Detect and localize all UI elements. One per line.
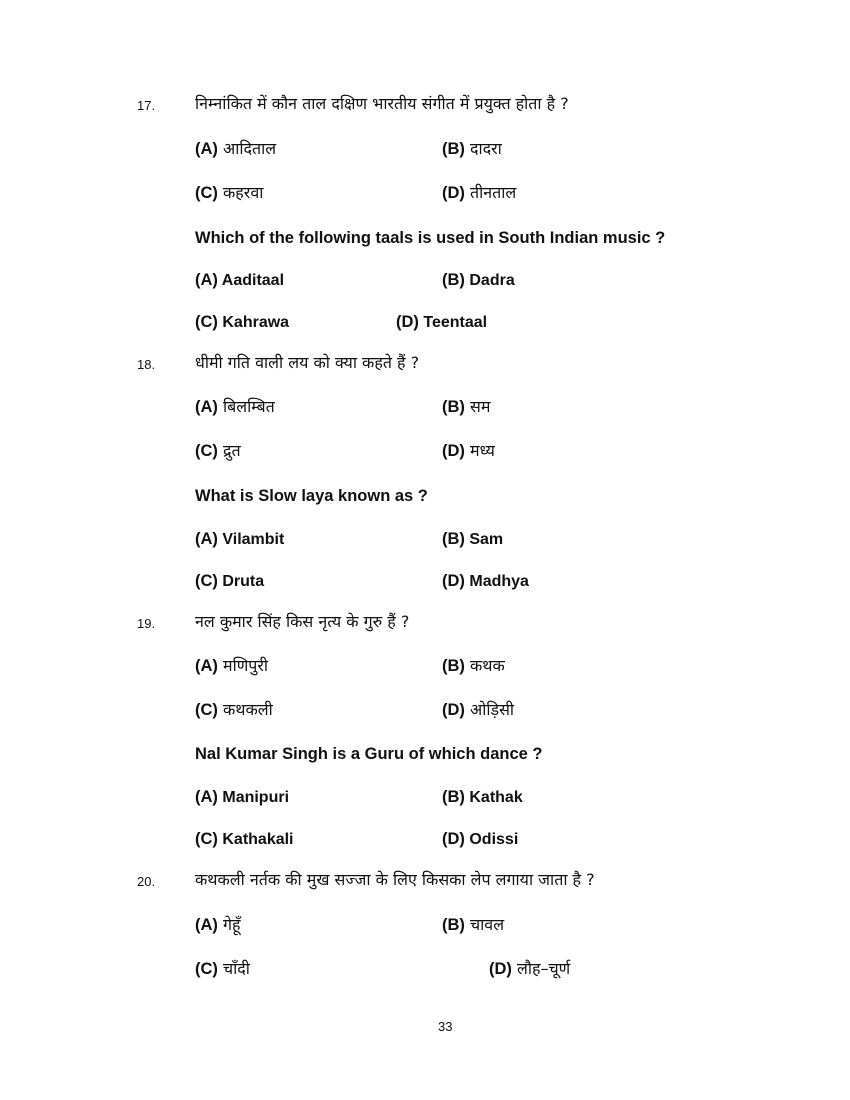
option-text: आदिताल	[223, 139, 277, 158]
question-text-hindi: निम्नांकित में कौन ताल दक्षिण भारतीय संगीत में प्रयुक्त होता है ?	[195, 94, 569, 113]
question-text-hindi: कथकली नर्तक की मुख सज्जा के लिए किसका लेप लगाया जाता है ?	[195, 870, 595, 889]
option-text: Dadra	[469, 272, 515, 289]
question-text-hindi: नल कुमार सिंह किस नृत्य के गुरु हैं ?	[195, 612, 410, 631]
option-d-hindi	[489, 961, 570, 978]
option-text: Kathakali	[222, 831, 294, 848]
option-label: (B)	[442, 398, 465, 416]
option-text: गेहूँ	[223, 915, 241, 934]
option-text: Madhya	[469, 573, 529, 590]
option-label: (A)	[195, 916, 218, 934]
option-text: द्रुत	[223, 441, 241, 460]
option-d-english	[442, 573, 529, 590]
option-label: (A)	[195, 271, 218, 289]
option-text: Manipuri	[222, 789, 290, 806]
option-b-hindi	[442, 141, 502, 158]
option-a-english	[195, 789, 289, 806]
option-label: (D)	[442, 701, 465, 719]
option-text: कथक	[470, 656, 505, 675]
question-number: 19.	[137, 616, 156, 631]
option-d-hindi	[442, 185, 516, 202]
option-text: मध्य	[470, 441, 495, 460]
option-label: (A)	[195, 398, 218, 416]
option-d-hindi	[442, 443, 495, 460]
option-label: (B)	[442, 788, 465, 806]
option-label: (C)	[195, 701, 218, 719]
option-text: Teentaal	[423, 314, 488, 331]
page-number: 33	[438, 1019, 453, 1034]
option-label: (A)	[195, 530, 218, 548]
option-text: ओड़िसी	[470, 700, 515, 719]
option-label: (B)	[442, 140, 465, 158]
option-text: Sam	[469, 531, 504, 548]
option-c-hindi	[195, 702, 273, 719]
option-label: (C)	[195, 442, 218, 460]
question-number: 17.	[137, 98, 156, 113]
option-c-hindi	[195, 443, 241, 460]
option-text: लौह–चूर्ण	[517, 959, 571, 978]
option-d-english	[442, 831, 518, 848]
option-b-english	[442, 272, 515, 289]
option-c-hindi	[195, 185, 263, 202]
option-label: (C)	[195, 572, 218, 590]
option-label: (D)	[489, 960, 512, 978]
option-label: (D)	[442, 830, 465, 848]
question-text-english: Which of the following taals is used in South Indian music ?	[195, 229, 666, 247]
option-label: (C)	[195, 184, 218, 202]
option-text: सम	[470, 397, 491, 416]
option-text: Druta	[222, 573, 265, 590]
option-d-hindi	[442, 702, 514, 719]
option-label: (B)	[442, 271, 465, 289]
option-label: (B)	[442, 916, 465, 934]
option-text: कहरवा	[223, 183, 264, 202]
question-text-hindi: धीमी गति वाली लय को क्या कहते हैं ?	[195, 353, 420, 372]
option-label: (A)	[195, 657, 218, 675]
question-number: 20.	[137, 874, 156, 889]
option-text: Aaditaal	[221, 272, 285, 289]
option-b-hindi	[442, 658, 505, 675]
option-text: बिलम्बित	[223, 397, 275, 416]
option-label: (A)	[195, 788, 218, 806]
option-label: (C)	[195, 313, 218, 331]
option-label: (B)	[442, 530, 465, 548]
option-text: Kahrawa	[222, 314, 290, 331]
question-text-english: Nal Kumar Singh is a Guru of which dance ?	[195, 745, 543, 763]
option-text: Kathak	[469, 789, 523, 806]
option-label: (A)	[195, 140, 218, 158]
option-c-english	[195, 831, 294, 848]
option-text: दादरा	[470, 139, 502, 158]
option-label: (D)	[442, 184, 465, 202]
option-label: (D)	[442, 442, 465, 460]
option-a-english	[195, 272, 284, 289]
option-b-english	[442, 531, 503, 548]
option-text: Odissi	[469, 831, 519, 848]
question-number: 18.	[137, 357, 156, 372]
option-label: (B)	[442, 657, 465, 675]
option-label: (C)	[195, 830, 218, 848]
option-text: चाँदी	[223, 959, 250, 978]
option-a-hindi	[195, 658, 268, 675]
option-a-hindi	[195, 141, 276, 158]
option-d-english	[396, 314, 487, 331]
question-text-english: What is Slow laya known as ?	[195, 487, 428, 505]
option-c-english	[195, 573, 264, 590]
option-c-hindi	[195, 961, 250, 978]
option-b-english	[442, 789, 523, 806]
option-a-hindi	[195, 399, 275, 416]
option-a-hindi	[195, 917, 241, 934]
option-b-hindi	[442, 917, 504, 934]
option-text: कथकली	[223, 700, 273, 719]
option-a-english	[195, 531, 284, 548]
option-label: (C)	[195, 960, 218, 978]
option-text: मणिपुरी	[223, 656, 269, 675]
option-b-hindi	[442, 399, 490, 416]
option-label: (D)	[442, 572, 465, 590]
option-text: चावल	[470, 915, 505, 934]
option-text: Vilambit	[222, 531, 285, 548]
option-text: तीनताल	[470, 183, 517, 202]
option-c-english	[195, 314, 289, 331]
option-label: (D)	[396, 313, 419, 331]
